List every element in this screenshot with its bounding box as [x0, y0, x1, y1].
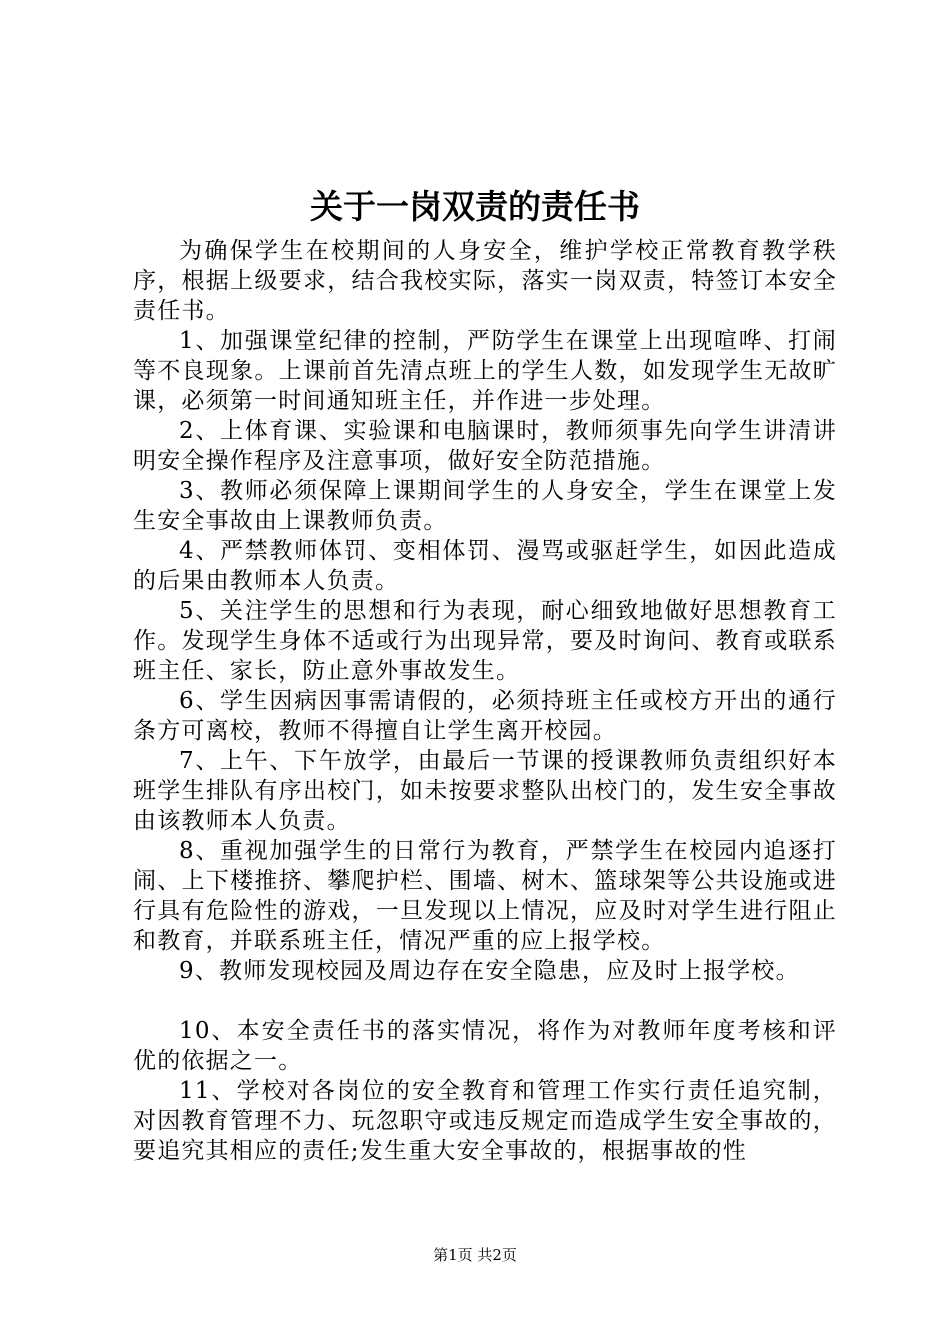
paragraph-item-10: 10、本安全责任书的落实情况，将作为对教师年度考核和评优的依据之一。: [133, 1018, 837, 1074]
paragraph-item-1: 1、加强课堂纪律的控制，严防学生在课堂上出现喧哗、打闹等不良现象。上课前首先清点班上的学生人数，如发现学生无故旷课，必须第一时间通知班主任，并作进一步处理。: [133, 328, 837, 414]
paragraph-item-9: 9、教师发现校园及周边存在安全隐患，应及时上报学校。: [179, 958, 800, 984]
paragraph-item-8: 8、重视加强学生的日常行为教育，严禁学生在校园内追逐打闹、上下楼推挤、攀爬护栏、围墙、树木、篮球架等公共设施或进行具有危险性的游戏，一旦发现以上情况，应及时对学生进行阻止和教育，并联系班主任，情况严重的应上报学校。: [133, 838, 837, 954]
paragraph-item-5: 5、关注学生的思想和行为表现，耐心细致地做好思想教育工作。发现学生身体不适或行为出现异常，要及时询问、教育或联系班主任、家长，防止意外事故发生。: [133, 598, 837, 684]
page-number-footer: 第1页 共2页: [433, 1246, 517, 1264]
document-title: 关于一岗双责的责任书: [310, 187, 640, 226]
paragraph-item-3: 3、教师必须保障上课期间学生的人身安全，学生在课堂上发生安全事故由上课教师负责。: [133, 478, 837, 534]
paragraph-item-4: 4、严禁教师体罚、变相体罚、漫骂或驱赶学生，如因此造成的后果由教师本人负责。: [133, 538, 837, 594]
paragraph-item-11: 11、学校对各岗位的安全教育和管理工作实行责任追究制，对因教育管理不力、玩忽职守或违反规定而造成学生安全事故的，要追究其相应的责任;发生重大安全事故的，根据事故的性: [133, 1078, 837, 1164]
paragraph-item-2: 2、上体育课、实验课和电脑课时，教师须事先向学生讲清讲明安全操作程序及注意事项，做好安全防范措施。: [133, 418, 837, 474]
paragraph-item-7: 7、上午、下午放学，由最后一节课的授课教师负责组织好本班学生排队有序出校门，如未按要求整队出校门的，发生安全事故由该教师本人负责。: [133, 748, 837, 834]
document-body: [133, 236, 837, 1166]
paragraph-intro: 为确保学生在校期间的人身安全，维护学校正常教育教学秩序，根据上级要求，结合我校实际，落实一岗双责，特签订本安全责任书。: [133, 238, 837, 324]
paragraph-item-6: 6、学生因病因事需请假的，必须持班主任或校方开出的通行条方可离校，教师不得擅自让学生离开校园。: [133, 688, 837, 744]
